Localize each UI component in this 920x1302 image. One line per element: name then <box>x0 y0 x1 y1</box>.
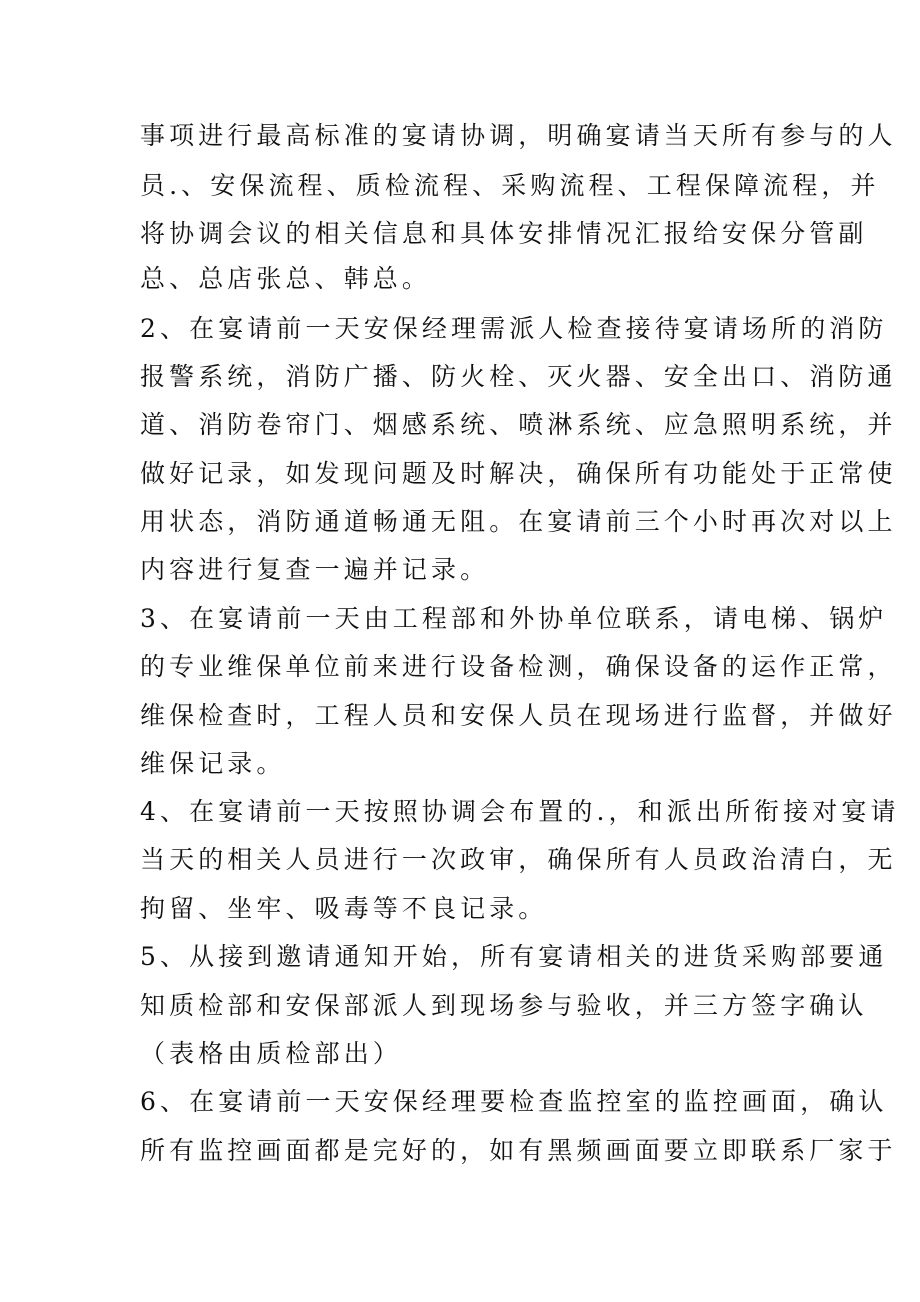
text-line-7: 道、消防卷帘门、烟感系统、喷淋系统、应急照明系统，并 <box>140 410 897 439</box>
text-line-2: 员.、安保流程、质检流程、采购流程、工程保障流程，并 <box>140 171 880 200</box>
text-line-11: 3、在宴请前一天由工程部和外协单位联系，请电梯、锅炉 <box>140 604 888 633</box>
text-line-1: 事项进行最高标准的宴请协调，明确宴请当天所有参与的人 <box>140 121 897 150</box>
text-line-15: 4、在宴请前一天按照协调会布置的.，和派出所衔接对宴请 <box>140 797 900 826</box>
text-line-13: 维保检查时，工程人员和安保人员在现场进行监督，并做好 <box>140 701 897 730</box>
text-line-10: 内容进行复查一遍并记录。 <box>140 555 490 584</box>
text-line-4: 总、总店张总、韩总。 <box>140 264 432 293</box>
text-line-6: 报警系统，消防广播、防火栓、灭火器、安全出口、消防通 <box>140 362 897 391</box>
text-line-12: 的专业维保单位前来进行设备检测，确保设备的运作正常， <box>140 652 897 681</box>
text-line-16: 当天的相关人员进行一次政审，确保所有人员政治清白，无 <box>140 845 897 874</box>
text-line-22: 所有监控画面都是完好的，如有黑频画面要立即联系厂家于 <box>140 1136 897 1165</box>
text-line-20: （表格由质检部出） <box>140 1039 402 1068</box>
text-line-5: 2、在宴请前一天安保经理需派人检查接待宴请场所的消防 <box>140 314 888 343</box>
text-line-9: 用状态，消防通道畅通无阻。在宴请前三个小时再次对以上 <box>140 507 897 536</box>
text-line-21: 6、在宴请前一天安保经理要检查监控室的监控画面，确认 <box>140 1087 888 1116</box>
text-line-3: 将协调会议的相关信息和具体安排情况汇报给安保分管副 <box>140 219 868 248</box>
text-line-19: 知质检部和安保部派人到现场参与验收，并三方签字确认 <box>140 991 868 1020</box>
text-line-14: 维保记录。 <box>140 749 286 778</box>
text-line-18: 5、从接到邀请通知开始，所有宴请相关的进货采购部要通 <box>140 942 888 971</box>
text-line-17: 拘留、坐牢、吸毒等不良记录。 <box>140 894 548 923</box>
text-line-8: 做好记录，如发现问题及时解决，确保所有功能处于正常使 <box>140 459 897 488</box>
